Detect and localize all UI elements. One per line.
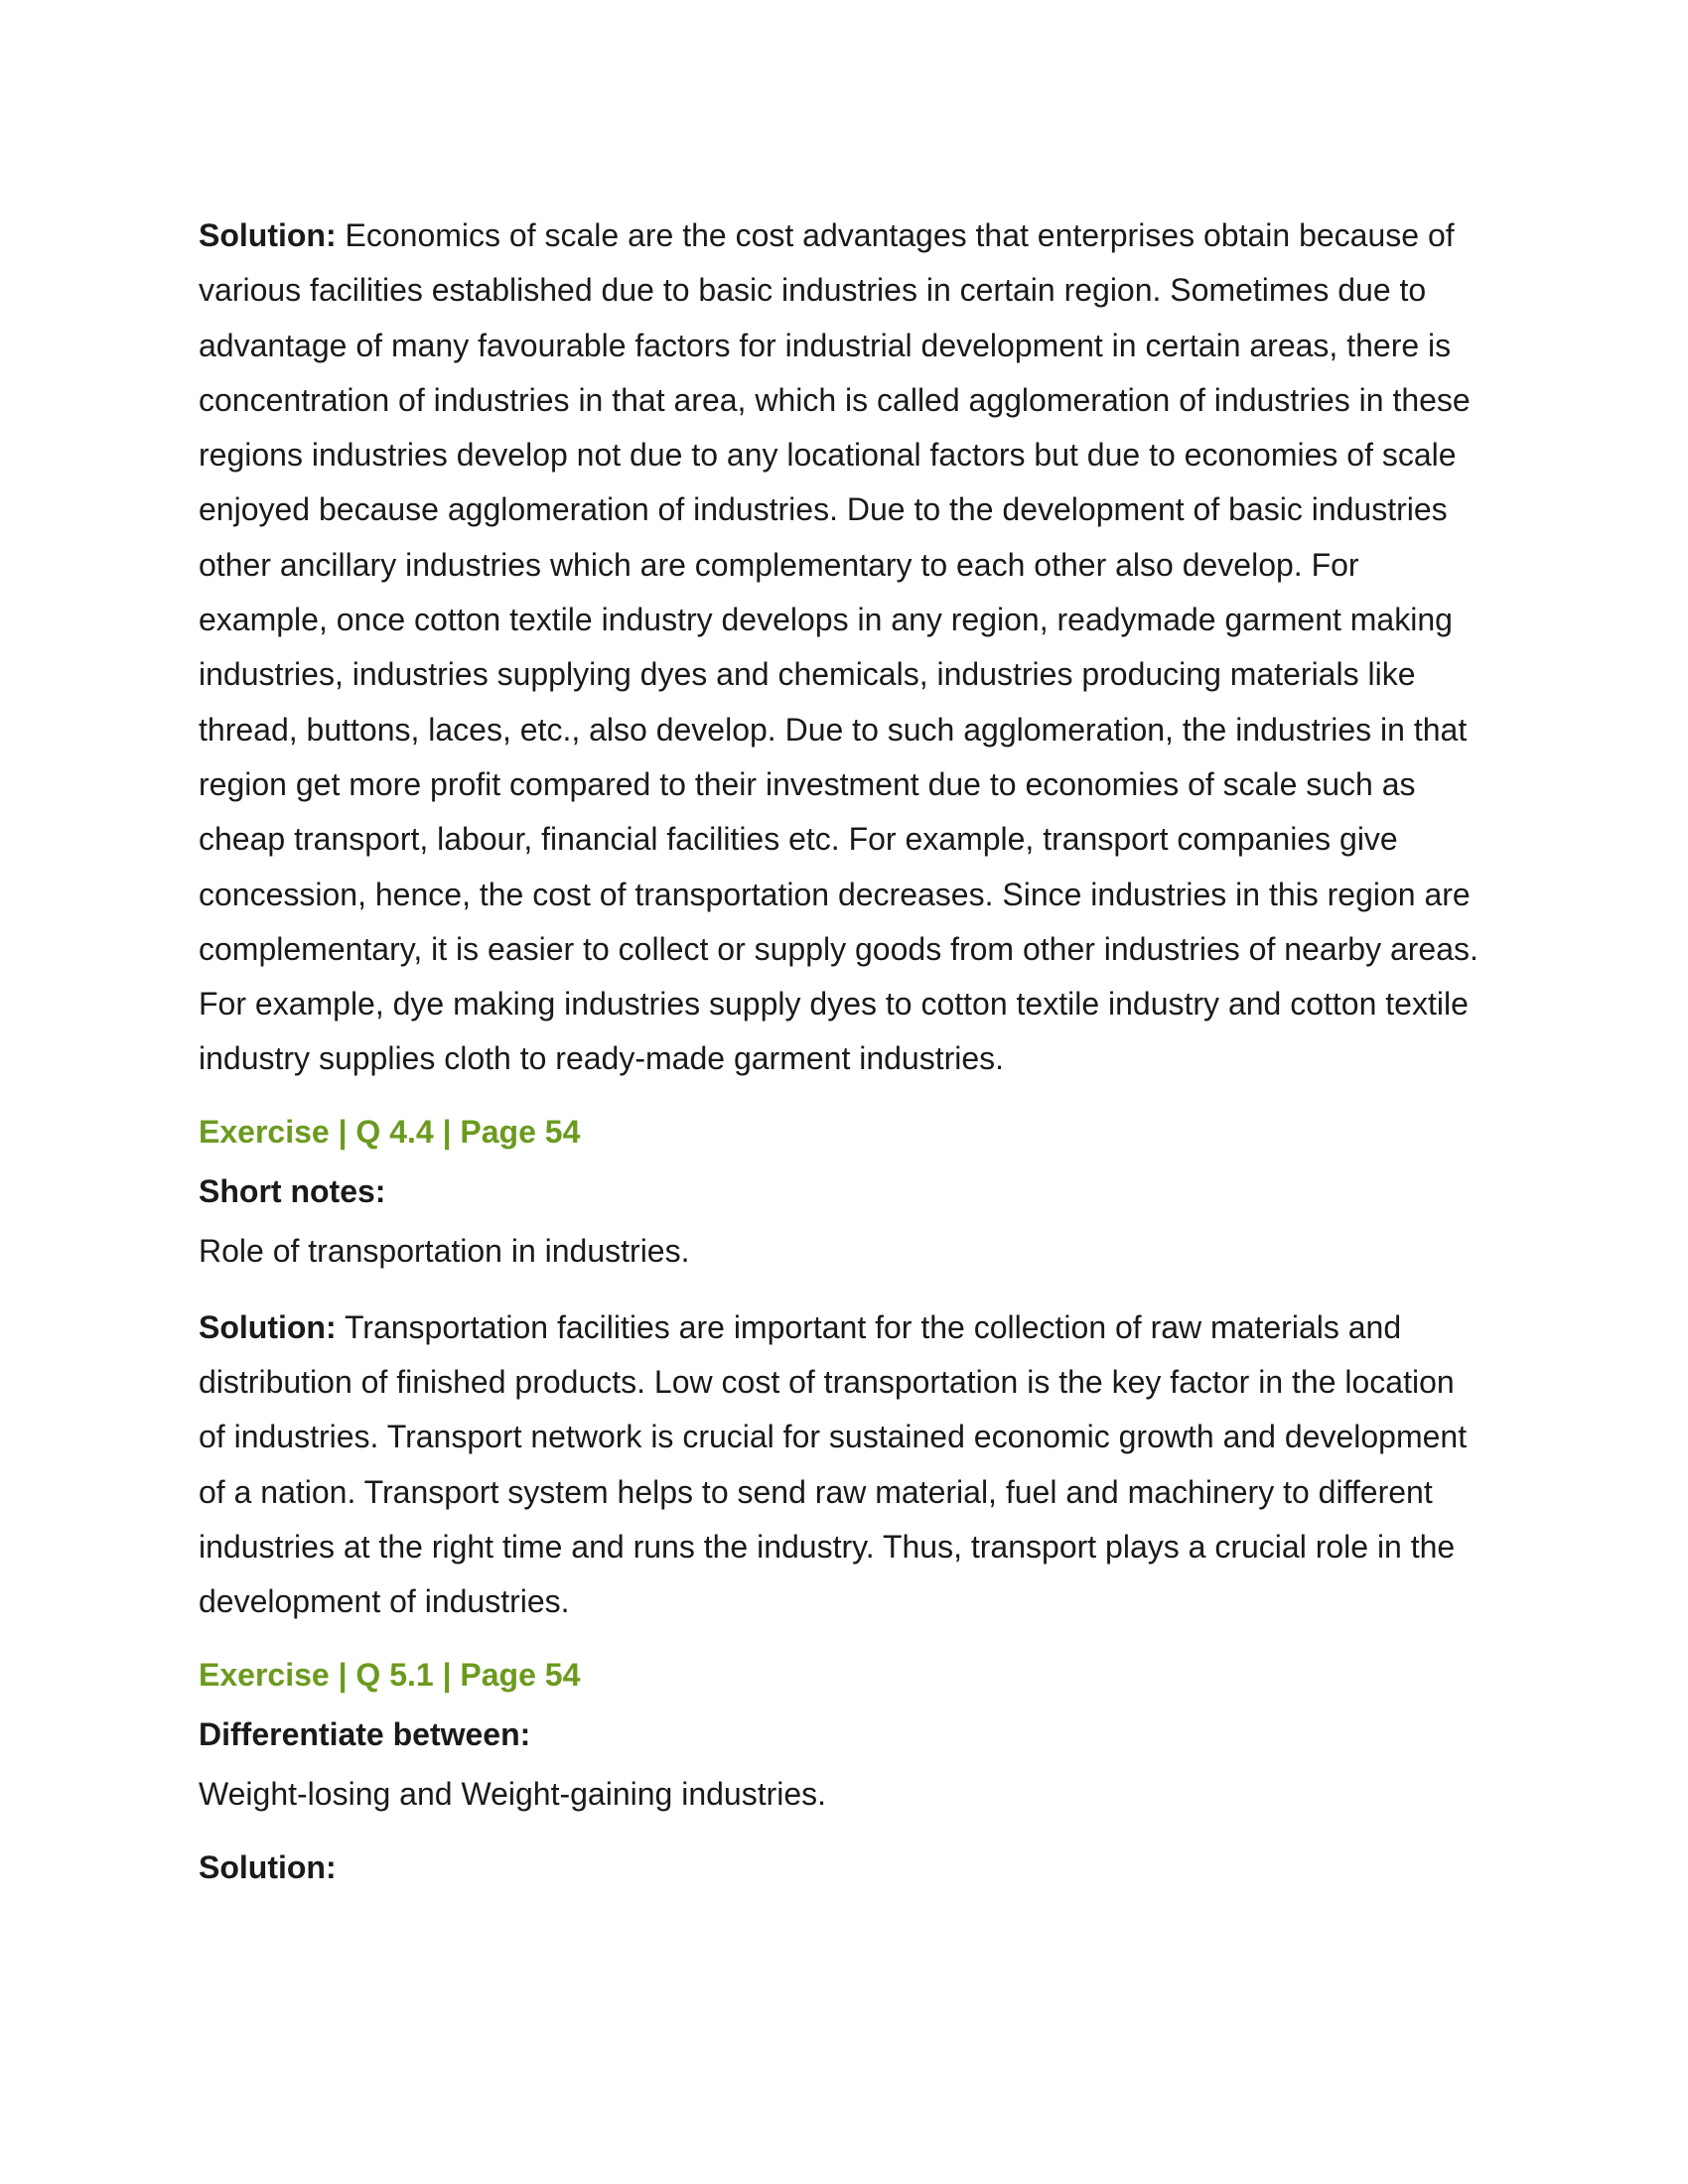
solution-text: Economics of scale are the cost advantages that enterprises obtain because of various facilities established due to basic industries in certain region. Sometimes due to advantage of many favourable factors for industrial development in certain areas, there is concentration of industries in that area, which is called agglomeration of industries in these regions industries develop not due to any locational factors but due to economies of scale enjoyed because agglomeration of industries. Due to the development of basic industries other ancillary industries which are complementary to each other also develop. For example, once cotton textile industry develops in any region, readymade garment making industries, industries supplying dyes and chemicals, industries producing materials like thread, buttons, laces, etc., also develop. Due to such agglomeration, the industries in that region get more profit compared to their investment due to economies of scale such as cheap transport, labour, financial facilities etc. For example, transport companies give concession, hence, the cost of transportation decreases. Since industries in this region are complementary, it is easier to collect or supply goods from other industries of nearby areas. For example, dye making industries supply dyes to cotton textile industry and cotton textile industry supplies cloth to ready-made garment industries. [199, 217, 1478, 1077]
question-prompt: Role of transportation in industries. [199, 1232, 690, 1269]
exercise-heading: Exercise | Q 5.1 | Page 54 [199, 1656, 581, 1693]
solution-label: Solution: [199, 1848, 337, 1885]
solution-paragraph [199, 1300, 1489, 1630]
document-page [199, 208, 1489, 1887]
question-prompt: Weight-losing and Weight-gaining industries. [199, 1775, 827, 1812]
solution-text: Transportation facilities are important for the collection of raw materials and distribution of finished products. Low cost of transportation is the key factor in the location of industries. Transport network is crucial for sustained economic growth and development of a nation. Transport system helps to send raw material, fuel and machinery to different industries at the right time and runs the industry. Thus, transport plays a crucial role in the development of industries. [199, 1308, 1468, 1620]
question-type: Short notes: [199, 1172, 386, 1209]
exercise-heading: Exercise | Q 4.4 | Page 54 [199, 1113, 581, 1150]
solution-paragraph [199, 208, 1489, 1087]
question-type: Differentiate between: [199, 1715, 531, 1752]
solution-label: Solution: [199, 1308, 337, 1345]
solution-label: Solution: [199, 217, 337, 253]
